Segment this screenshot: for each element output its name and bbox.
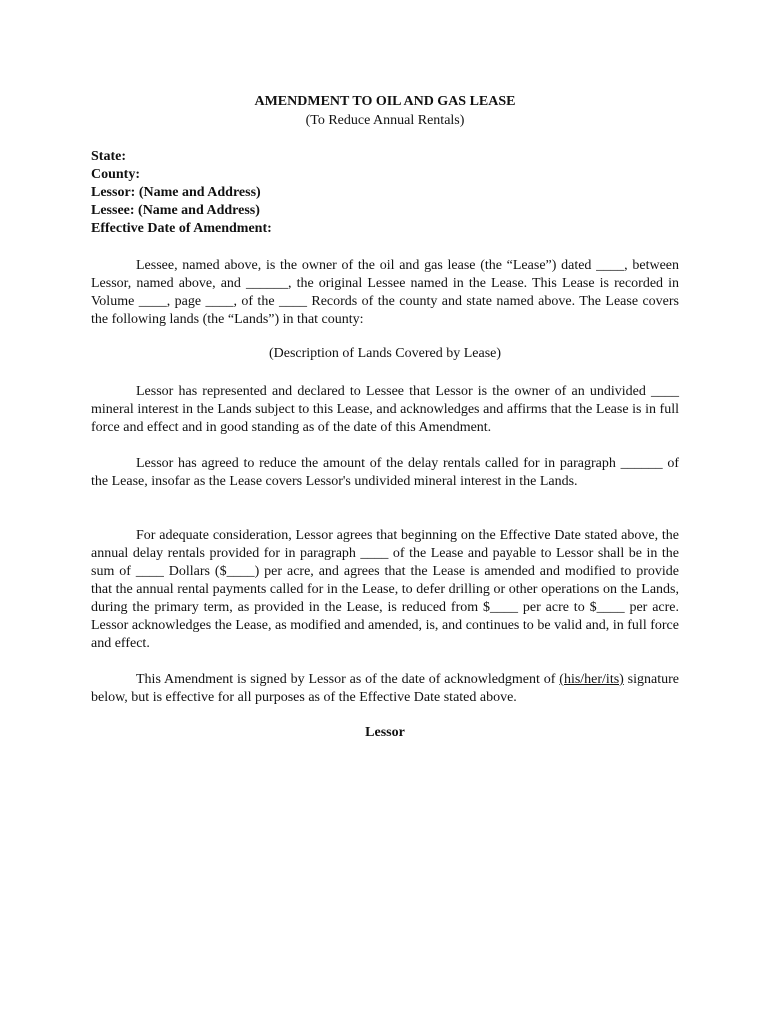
header-fields <box>91 148 272 238</box>
state-field: State: <box>91 149 126 164</box>
paragraph-2: Lessor has represented and declared to Lessee that Lessor is the owner of an undivided ____ mineral interest in the Lands subject to this Lease, and acknowledges and affirms that the Lease is in full force and effect and in good standing as of the date of this Amendment. <box>91 384 679 435</box>
paragraph-1: Lessee, named above, is the owner of the oil and gas lease (the “Lease”) dated ____, between Lessor, named above, and ______, the original Lessee named in the Lease. This Lease is recorded in Volume ____, page ____, of the ____ Records of the county and state named above. The Lease covers the following lands (the “Lands”) in that county: <box>91 258 679 327</box>
county-field: County: <box>91 167 141 182</box>
paragraph-5-text-end: signature below, but is effective for all purposes as of the Effective Date stated above. <box>91 672 679 705</box>
paragraph-5-text-start: This Amendment is signed by Lessor as of the date of acknowledgment of <box>136 672 560 687</box>
lessor-field: Lessor: (Name and Address) <box>91 185 261 200</box>
paragraph-3: Lessor has agreed to reduce the amount of the delay rentals called for in paragraph ______ of the Lease, insofar as the Lease covers Lessor's undivided mineral interest in the Lands. <box>91 456 679 489</box>
pronoun-choice: (his/her/its) <box>559 672 624 687</box>
lessee-field: Lessee: (Name and Address) <box>91 203 260 218</box>
lessor-signature-label: Lessor <box>365 725 405 740</box>
paragraph-5 <box>91 671 679 707</box>
effective-date-field: Effective Date of Amendment: <box>91 221 272 236</box>
document-subtitle: (To Reduce Annual Rentals) <box>305 113 465 128</box>
paragraph-4: For adequate consideration, Lessor agrees that beginning on the Effective Date stated above, the annual delay rentals provided for in paragraph ____ of the Lease and payable to Lessor shall be in the sum of ____ Dollars ($____) per acre, and agrees that the Lease is amended and modified to provide that the annual rental payments called for in the Lease, to defer drilling or other operations on the Lands, during the primary term, as provided in the Lease, is reduced from $____ per acre to $____ per acre. Lessor acknowledges the Lease, as modified and amended, is, and continues to be valid and, in full force and effect. <box>91 528 679 651</box>
document-title: AMENDMENT TO OIL AND GAS LEASE <box>254 94 516 109</box>
lands-description-placeholder: (Description of Lands Covered by Lease) <box>268 346 502 361</box>
